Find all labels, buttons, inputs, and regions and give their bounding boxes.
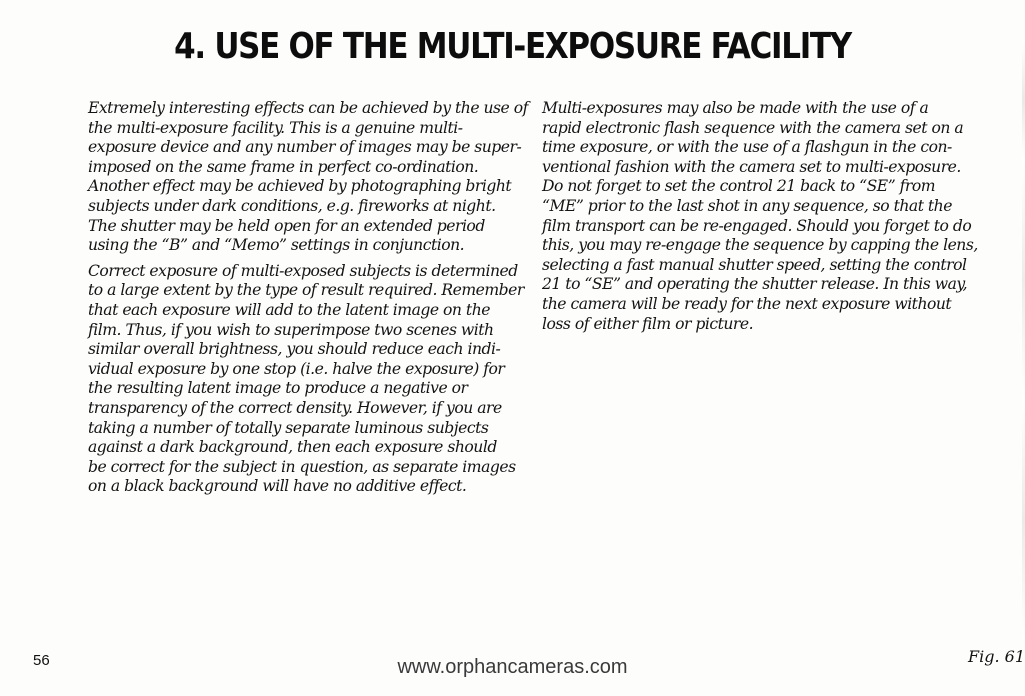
text-line: ventional fashion with the camera set to multi-exposure. bbox=[542, 157, 961, 176]
text-line: similar overall brightness, you should reduce each indi- bbox=[88, 340, 501, 359]
footer-url: www.orphancameras.com bbox=[397, 656, 628, 678]
text-line: the multi-exposure facility. This is a genuine multi- bbox=[88, 118, 463, 137]
text-line: vidual exposure by one stop (i.e. halve the exposure) for bbox=[88, 359, 505, 378]
text-line: Extremely interesting effects can be achieved by the use of bbox=[88, 99, 528, 117]
text-line: “ME” prior to the last shot in any sequence, so that the bbox=[542, 196, 952, 215]
right-paragraph-1 bbox=[542, 99, 984, 334]
text-line: time exposure, or with the use of a flashgun in the con- bbox=[542, 138, 952, 157]
figure-label: Fig. 61 bbox=[968, 647, 1025, 666]
text-line: 21 to “SE” and operating the shutter release. In this way, bbox=[542, 275, 968, 294]
left-paragraph-2 bbox=[88, 262, 530, 497]
text-line: the resulting latent image to produce a negative or bbox=[88, 379, 468, 398]
text-line: Multi-exposures may also be made with the use of a bbox=[542, 99, 929, 117]
text-line: film transport can be re-engaged. Should you forget to do bbox=[542, 216, 972, 235]
text-line: Do not forget to set the control 21 back to “SE” from bbox=[542, 177, 936, 196]
left-paragraph-1 bbox=[88, 99, 530, 256]
text-line: Correct exposure of multi-exposed subjects is determined bbox=[88, 261, 518, 280]
text-line: that each exposure will add to the latent image on the bbox=[88, 300, 490, 319]
text-line: rapid electronic flash sequence with the camera set on a bbox=[542, 118, 964, 137]
page-title: 4. USE OF THE MULTI-EXPOSURE FACILITY bbox=[174, 26, 851, 67]
text-line: loss of either film or picture. bbox=[542, 314, 754, 333]
text-line: Another effect may be achieved by photographing bright bbox=[88, 177, 512, 196]
text-line: to a large extent by the type of result required. Remember bbox=[88, 281, 524, 300]
text-line: selecting a fast manual shutter speed, setting the control bbox=[542, 255, 967, 274]
page-number: 56 bbox=[33, 652, 50, 669]
text-line: using the “B” and “Memo” settings in conjunction. bbox=[88, 236, 465, 255]
right-text-column bbox=[542, 99, 984, 340]
text-line: this, you may re-engage the sequence by capping the lens, bbox=[542, 236, 978, 255]
text-line: be correct for the subject in question, as separate images bbox=[88, 457, 516, 476]
text-line: film. Thus, if you wish to superimpose two scenes with bbox=[88, 320, 494, 339]
text-line: transparency of the correct density. However, if you are bbox=[88, 398, 502, 417]
text-line: exposure device and any number of images may be super- bbox=[88, 138, 522, 157]
text-line: on a black background will have no additive effect. bbox=[88, 477, 467, 496]
text-line: taking a number of totally separate luminous subjects bbox=[88, 418, 489, 437]
text-line: imposed on the same frame in perfect co-ordination. bbox=[88, 157, 479, 176]
text-line: subjects under dark conditions, e.g. fireworks at night. bbox=[88, 196, 496, 215]
text-line: The shutter may be held open for an extended period bbox=[88, 216, 485, 235]
left-text-column bbox=[88, 99, 530, 503]
text-line: the camera will be ready for the next exposure without bbox=[542, 294, 952, 313]
text-line: against a dark background, then each exposure should bbox=[88, 438, 497, 457]
